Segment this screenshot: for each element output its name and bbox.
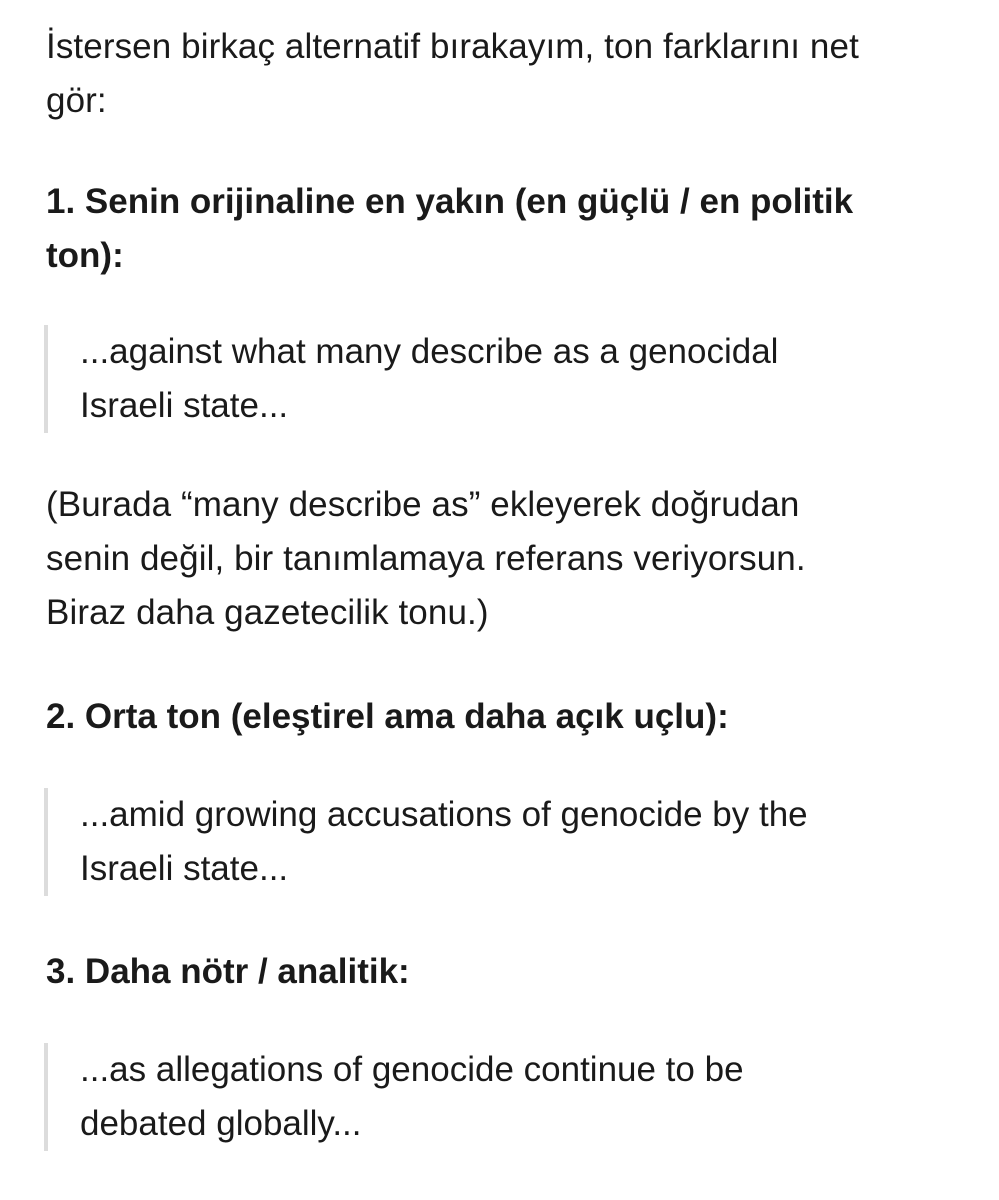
note-line: senin değil, bir tanımlamaya referans veriyorsun. — [46, 539, 806, 578]
heading-line: 3. Daha nötr / analitik: — [46, 952, 410, 991]
heading-line: 1. Senin orijinaline en yakın (en güçlü / en politik — [46, 182, 854, 221]
quote-line: debated globally... — [80, 1104, 362, 1143]
intro-line: gör: — [46, 81, 107, 120]
option-2-heading — [46, 690, 966, 744]
intro-paragraph — [46, 20, 966, 128]
heading-line: 2. Orta ton (eleştirel ama daha açık uçlu): — [46, 697, 729, 736]
option-1-heading — [46, 175, 966, 283]
quote-text — [80, 1043, 964, 1151]
quote-line: Israeli state... — [80, 849, 289, 888]
quote-text — [80, 325, 964, 433]
quote-text — [80, 788, 964, 896]
quote-line: Israeli state... — [80, 386, 289, 425]
option-1-note — [46, 478, 966, 640]
option-1-quote — [44, 325, 964, 433]
quote-line: ...as allegations of genocide continue to be — [80, 1050, 744, 1089]
intro-line: İstersen birkaç alternatif bırakayım, ton farklarını net — [46, 27, 859, 66]
note-line: Biraz daha gazetecilik tonu.) — [46, 593, 489, 632]
quote-line: ...against what many describe as a genocidal — [80, 332, 779, 371]
note-line: (Burada “many describe as” ekleyerek doğrudan — [46, 485, 800, 524]
heading-line: ton): — [46, 236, 124, 275]
option-2-quote — [44, 788, 964, 896]
quote-line: ...amid growing accusations of genocide by the — [80, 795, 808, 834]
option-3-quote — [44, 1043, 964, 1151]
option-3-heading — [46, 945, 966, 999]
